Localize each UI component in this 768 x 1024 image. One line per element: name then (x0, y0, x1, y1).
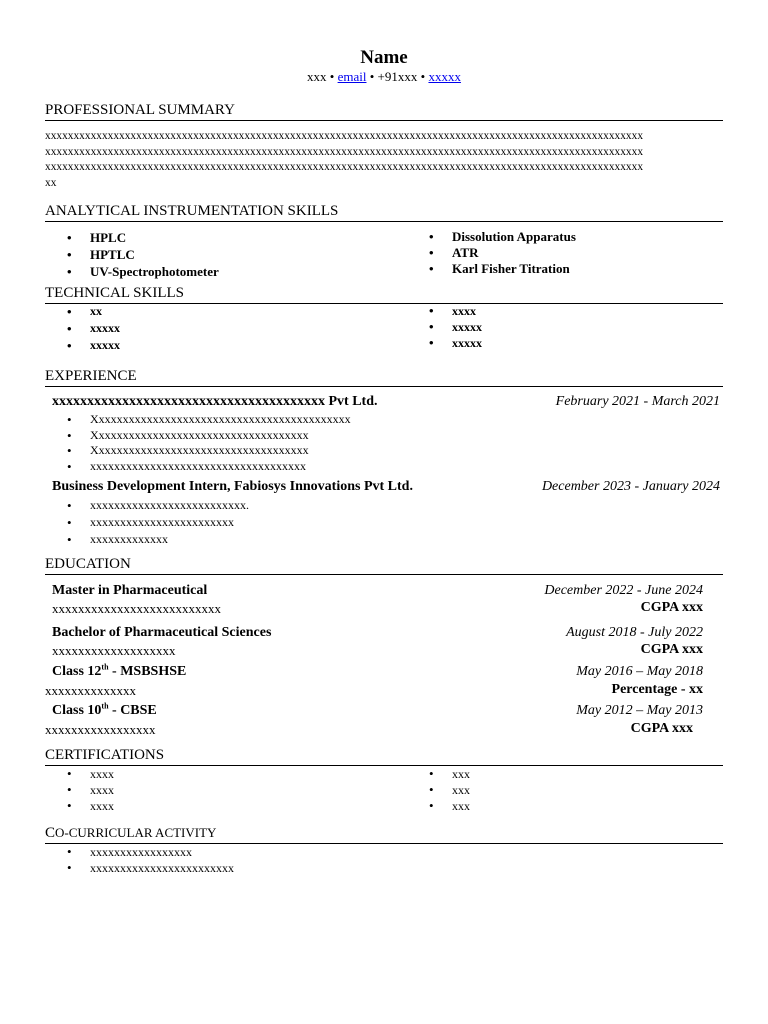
technical-skills-right-list (452, 303, 482, 351)
list-item: • ATR (452, 245, 576, 261)
analytical-skills-right-list (452, 229, 576, 277)
institute-name: xxxxxxxxxxxxxxxxxxxxxxxxxx (52, 601, 221, 616)
list-item: • Xxxxxxxxxxxxxxxxxxxxxxxxxxxxxxxxxxxxxxxxxxx (90, 412, 351, 428)
list-item: • Xxxxxxxxxxxxxxxxxxxxxxxxxxxxxxxxxxxx (90, 443, 351, 459)
list-item: • UV-Spectrophotometer (90, 263, 219, 280)
list-item: • xxx (452, 798, 470, 814)
contact-prefix: xxx (307, 69, 327, 84)
education-dates: May 2016 – May 2018 (576, 664, 703, 679)
education-score: CGPA xxx (640, 642, 703, 657)
education-dates: May 2012 – May 2013 (576, 703, 703, 718)
technical-skills-left-list (90, 303, 120, 354)
contact-line (0, 69, 768, 85)
list-item: • xxxx (90, 782, 114, 798)
degree-board: - MSBSHSE (108, 664, 187, 679)
summary-line: xxxxxxxxxxxxxxxxxxxxxxxxxxxxxxxxxxxxxxxxxxxxxxxxxxxxxxxxxxxxxxxxxxxxxxxxxxxxxxxxxxxxxxxxxxxxxxxxxxxxxxxxx (45, 145, 644, 158)
list-item: • xxxxxxxxxxxxx (90, 531, 249, 548)
section-heading-technical-skills: TECHNICAL SKILLS (45, 284, 723, 304)
email-link[interactable]: email (337, 69, 367, 84)
degree-board: - CBSE (108, 703, 157, 718)
contact-separator: • (329, 69, 335, 84)
list-item: • xxxxxxxxxxxxxxxxx (90, 844, 234, 860)
education-dates: August 2018 - July 2022 (566, 625, 703, 640)
degree-title (52, 703, 157, 719)
summary-line: xxxxxxxxxxxxxxxxxxxxxxxxxxxxxxxxxxxxxxxxxxxxxxxxxxxxxxxxxxxxxxxxxxxxxxxxxxxxxxxxxxxxxxxxxxxxxxxxxxxxxxxxx (45, 130, 644, 142)
summary-line: xxxxxxxxxxxxxxxxxxxxxxxxxxxxxxxxxxxxxxxxxxxxxxxxxxxxxxxxxxxxxxxxxxxxxxxxxxxxxxxxxxxxxxxxxxxxxxxxxxxxxxxxx (45, 161, 644, 173)
job-bullets (90, 412, 351, 474)
institute-name: xxxxxxxxxxxxxxxxx (45, 722, 156, 737)
education-score: CGPA xxx (630, 721, 693, 736)
education-score: Percentage - xx (611, 682, 703, 697)
list-item: • xx (90, 303, 120, 320)
job-dates: December 2023 - January 2024 (541, 479, 720, 494)
list-item: • xxxx (90, 766, 114, 782)
analytical-skills-left-list (90, 229, 219, 280)
list-item: • xxxxx (452, 335, 482, 351)
list-item: • xxxxxxxxxxxxxxxxxxxxxxxxxxxxxxxxxxxx (90, 459, 351, 475)
list-item: • xxxxxxxxxxxxxxxxxxxxxxxx (90, 860, 234, 876)
section-heading-co-curricular (45, 824, 723, 844)
list-item: • Xxxxxxxxxxxxxxxxxxxxxxxxxxxxxxxxxxxx (90, 428, 351, 444)
list-item: • xxxxx (90, 320, 120, 337)
job-title: Business Development Intern, Fabiosys Innovations Pvt Ltd. (52, 479, 413, 494)
degree-superscript: th (101, 701, 109, 711)
list-item: • Karl Fisher Titration (452, 261, 576, 277)
certifications-left-list (90, 766, 114, 814)
contact-separator: • (420, 69, 426, 84)
job-bullets (90, 497, 249, 548)
list-item: • HPLC (90, 229, 219, 246)
co-curricular-list (90, 844, 234, 876)
education-dates: December 2022 - June 2024 (544, 583, 703, 598)
section-heading-certifications: CERTIFICATIONS (45, 746, 723, 766)
degree-name: Class 10 (52, 703, 102, 718)
contact-separator: • (369, 69, 375, 84)
heading-rest: O-CURRICULAR ACTIVITY (55, 825, 217, 840)
degree-title (52, 583, 207, 599)
list-item: • xxx (452, 782, 470, 798)
section-heading-analytical-skills: ANALYTICAL INSTRUMENTATION SKILLS (45, 202, 723, 222)
degree-title (52, 664, 186, 680)
job-dates: February 2021 - March 2021 (555, 394, 720, 409)
list-item: • xxxxxxxxxxxxxxxxxxxxxxxxxx. (90, 497, 249, 514)
institute-name: xxxxxxxxxxxxxxxxxxx (52, 643, 176, 658)
degree-name: Master in Pharmaceutical (52, 583, 208, 598)
phone-number: +91xxx (377, 69, 418, 84)
section-heading-professional-summary: PROFESSIONAL SUMMARY (45, 101, 723, 121)
candidate-name: Name (360, 47, 408, 68)
job-title: xxxxxxxxxxxxxxxxxxxxxxxxxxxxxxxxxxxxxxx Pvt Ltd. (52, 394, 378, 409)
degree-name: Bachelor of Pharmaceutical Sciences (52, 625, 272, 640)
list-item: • xxxxx (90, 337, 120, 354)
education-score: CGPA xxx (640, 600, 703, 615)
degree-title (52, 625, 271, 641)
list-item: • xxxx (452, 303, 482, 319)
degree-name: Class 12 (52, 664, 102, 679)
profile-link[interactable]: xxxxx (428, 69, 461, 84)
section-heading-education: EDUCATION (45, 555, 723, 575)
summary-text (45, 129, 723, 191)
institute-name: xxxxxxxxxxxxxx (45, 683, 136, 698)
list-item: • xxx (452, 766, 470, 782)
list-item: • xxxx (90, 798, 114, 814)
list-item: • xxxxxxxxxxxxxxxxxxxxxxxx (90, 514, 249, 531)
section-heading-experience: EXPERIENCE (45, 367, 723, 387)
list-item: • HPTLC (90, 246, 219, 263)
degree-superscript: th (101, 662, 109, 672)
list-item: • xxxxx (452, 319, 482, 335)
heading-initial: C (45, 825, 56, 841)
summary-line: xx (45, 176, 57, 189)
list-item: • Dissolution Apparatus (452, 229, 576, 245)
certifications-right-list (452, 766, 470, 814)
